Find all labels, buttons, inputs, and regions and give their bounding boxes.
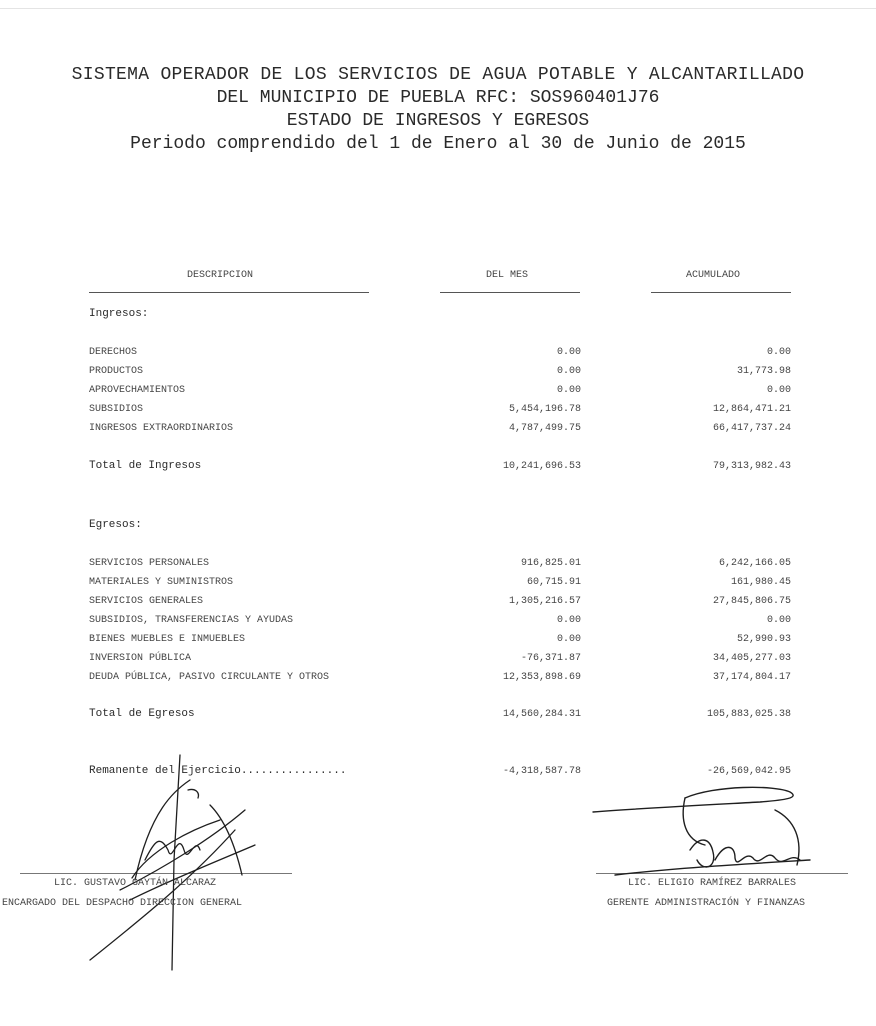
left-signature-scribble [60, 750, 280, 980]
ingresos-row-acum: 0.00 [766, 347, 791, 358]
scan-edge [0, 8, 876, 9]
egresos-row-acum: 27,845,806.75 [712, 596, 791, 607]
egresos-row-label: INVERSION PÚBLICA [89, 653, 192, 664]
total-ingresos-mes: 10,241,696.53 [502, 461, 581, 472]
egresos-row-mes: 1,305,216.57 [508, 596, 581, 607]
ingresos-row-mes: 5,454,196.78 [508, 404, 581, 415]
total-ingresos-acum: 79,313,982.43 [712, 461, 791, 472]
remanente-acum: -26,569,042.95 [706, 766, 791, 777]
ingresos-row-acum: 12,864,471.21 [712, 404, 791, 415]
ingresos-row-label: DERECHOS [89, 347, 138, 358]
ingresos-row-label: PRODUCTOS [89, 366, 144, 377]
right-signature-scribble [585, 780, 835, 890]
egresos-row-label: BIENES MUEBLES E INMUEBLES [89, 634, 246, 645]
egresos-row-acum: 0.00 [766, 615, 791, 626]
egresos-row-mes: 916,825.01 [520, 558, 581, 569]
ingresos-row-label: INGRESOS EXTRAORDINARIOS [89, 423, 234, 434]
egresos-row-acum: 161,980.45 [730, 577, 791, 588]
col-rule-acumulado [651, 292, 791, 293]
ingresos-row-mes: 0.00 [556, 347, 581, 358]
egresos-row-acum: 6,242,166.05 [718, 558, 791, 569]
org-title: SISTEMA OPERADOR DE LOS SERVICIOS DE AGUA POTABLE Y ALCANTARILLADO [71, 65, 805, 85]
total-ingresos-label: Total de Ingresos [89, 460, 202, 472]
left-signer-title: ENCARGADO DEL DESPACHO DIRECCION GENERAL [2, 898, 243, 909]
egresos-row-acum: 34,405,277.03 [712, 653, 791, 664]
remanente-label: Remanente del Ejercicio................ [89, 765, 347, 777]
ingresos-row-mes: 0.00 [556, 366, 581, 377]
statement-title: ESTADO DE INGRESOS Y EGRESOS [286, 111, 590, 131]
egresos-row-label: SERVICIOS GENERALES [89, 596, 204, 607]
col-del-mes: DEL MES [486, 270, 529, 281]
right-signer-title: GERENTE ADMINISTRACIÓN Y FINANZAS [607, 898, 806, 909]
ingresos-row-acum: 0.00 [766, 385, 791, 396]
col-descripcion: DESCRIPCION [187, 270, 254, 281]
egresos-row-mes: 60,715.91 [526, 577, 581, 588]
egresos-title: Egresos: [89, 519, 142, 531]
total-egresos-mes: 14,560,284.31 [502, 709, 581, 720]
egresos-row-label: SERVICIOS PERSONALES [89, 558, 210, 569]
ingresos-row-acum: 31,773.98 [736, 366, 791, 377]
remanente-mes: -4,318,587.78 [502, 766, 581, 777]
org-rfc: DEL MUNICIPIO DE PUEBLA RFC: SOS960401J76 [216, 88, 660, 108]
col-rule-descripcion [89, 292, 369, 293]
col-acumulado: ACUMULADO [686, 270, 741, 281]
ingresos-row-mes: 0.00 [556, 385, 581, 396]
egresos-row-mes: 12,353,898.69 [502, 672, 581, 683]
ingresos-row-acum: 66,417,737.24 [712, 423, 791, 434]
ingresos-row-label: SUBSIDIOS [89, 404, 144, 415]
period: Periodo comprendido del 1 de Enero al 30 de Junio de 2015 [130, 134, 746, 154]
ingresos-row-mes: 4,787,499.75 [508, 423, 581, 434]
egresos-row-label: MATERIALES Y SUMINISTROS [89, 577, 234, 588]
egresos-row-acum: 37,174,804.17 [712, 672, 791, 683]
left-signer-name: LIC. GUSTAVO GAYTÁN ALCARAZ [54, 878, 217, 889]
egresos-row-label: SUBSIDIOS, TRANSFERENCIAS Y AYUDAS [89, 615, 294, 626]
ingresos-title: Ingresos: [89, 308, 149, 320]
egresos-row-acum: 52,990.93 [736, 634, 791, 645]
egresos-row-mes: -76,371.87 [520, 653, 581, 664]
total-egresos-label: Total de Egresos [89, 708, 195, 720]
egresos-row-mes: 0.00 [556, 634, 581, 645]
egresos-row-label: DEUDA PÚBLICA, PASIVO CIRCULANTE Y OTROS [89, 672, 330, 683]
ingresos-row-label: APROVECHAMIENTOS [89, 385, 186, 396]
col-rule-del-mes [440, 292, 580, 293]
egresos-row-mes: 0.00 [556, 615, 581, 626]
right-signer-name: LIC. ELIGIO RAMÍREZ BARRALES [628, 878, 797, 889]
total-egresos-acum: 105,883,025.38 [706, 709, 791, 720]
